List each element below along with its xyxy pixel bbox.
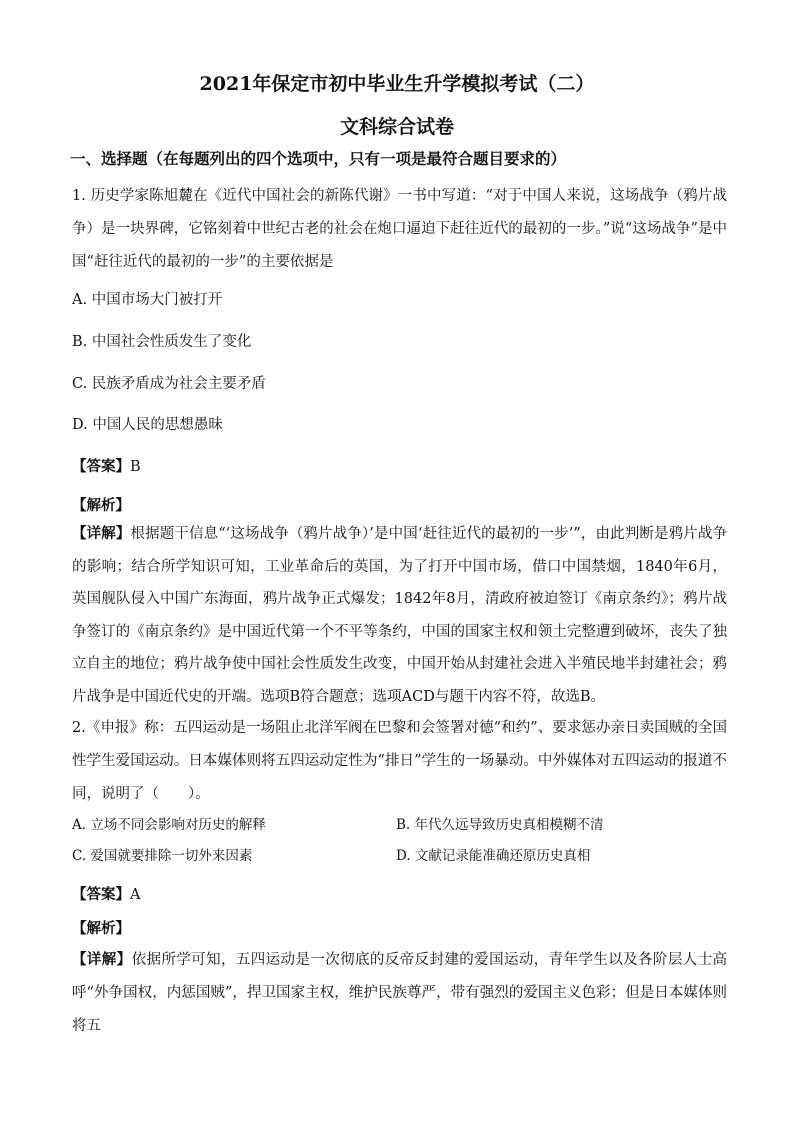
section-heading: 一、选择题（在每题列出的四个选项中，只有一项是最符合题目要求的）	[70, 149, 567, 168]
answer-value: A	[130, 887, 141, 903]
question-2-option-d: D. 文献记录能准确还原历史真相	[396, 848, 591, 864]
question-1-option-d: D. 中国人民的思想愚昧	[72, 417, 223, 433]
question-2-option-a: A. 立场不同会影响对历史的解释	[72, 817, 266, 833]
question-1-option-a: A. 中国市场大门被打开	[72, 292, 223, 308]
answer-label: 【答案】	[72, 458, 130, 475]
detail-text: 依据所学可知，五四运动是一次彻底的反帝反封建的爱国运动，青年学生以及各阶层人士高呼“外争国权，内惩国贼”，捍卫国家主权，维护民族尊严，带有强烈的爱国主义色彩；但是日本媒体则将五	[72, 952, 728, 1034]
detail-label: 【详解】	[72, 951, 132, 968]
question-2-option-b: B. 年代久远导致历史真相模糊不清	[396, 817, 604, 833]
question-1-answer	[72, 456, 141, 478]
question-2-detail	[72, 943, 727, 1043]
question-1-option-b: B. 中国社会性质发生了变化	[72, 334, 252, 350]
detail-label: 【详解】	[72, 525, 131, 542]
page-title: 2021年保定市初中毕业生升学模拟考试（二）	[199, 73, 595, 95]
answer-label: 【答案】	[72, 886, 130, 903]
question-2-analysis-label: 【解析】	[72, 920, 130, 937]
question-1-detail	[72, 518, 727, 713]
question-1-option-c: C. 民族矛盾成为社会主要矛盾	[72, 376, 266, 392]
question-2-option-c: C. 爱国就要排除一切外来因素	[72, 848, 253, 864]
question-1-stem: 1. 历史学家陈旭麓在《近代中国社会的新陈代谢》一书中写道：“对于中国人来说，这场战争（鸦片战争）是一块界碑，它铭刻着中世纪古老的社会在炮口逼迫下赶往近代的最初的一步。”说“这场战争”是中国“赶往近代的最初的一步”的主要依据是	[72, 188, 727, 270]
answer-value: B	[130, 459, 141, 475]
question-2-stem: 2.《申报》称：五四运动是一场阻止北洋军阀在巴黎和会签署对德“和约”、要求惩办亲日卖国贼的全国性学生爱国运动。日本媒体则将五四运动定性为“排日”学生的一场暴动。中外媒体对五四运动的报道不同，说明了（ ）。	[72, 720, 727, 802]
detail-text: 根据题干信息“‘这场战争（鸦片战争）’是中国‘赶往近代的最初的一步’”，由此判断是鸦片战争的影响；结合所学知识可知，工业革命后的英国，为了打开中国市场，借口中国禁烟，1840年6月，英国舰队侵入中国广东海面，鸦片战争正式爆发；1842年8月，清政府被迫签订《南京条约》；鸦片战争签订的《南京条约》是中国近代第一个不平等条约，中国的国家主权和领土完整遭到破坏，丧失了独立自主的地位；鸦片战争使中国社会性质发生改变，中国开始从封建社会进入半殖民地半封建社会；鸦片战争是中国近代史的开端。选项B符合题意；选项ACD与题干内容不符，故选B。	[72, 526, 728, 705]
question-2-answer	[72, 884, 140, 906]
question-1-analysis-label: 【解析】	[72, 497, 130, 514]
page-subtitle: 文科综合试卷	[339, 116, 454, 138]
